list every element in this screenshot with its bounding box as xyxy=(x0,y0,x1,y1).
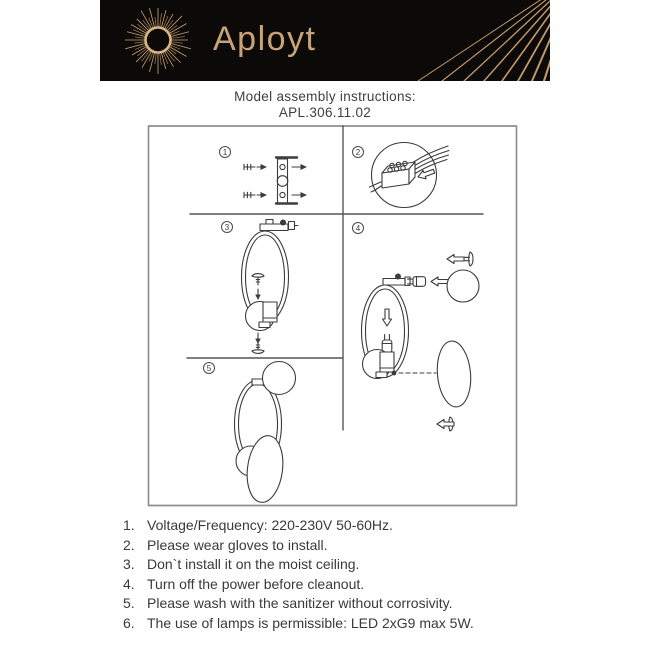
brand-name: Aployt xyxy=(213,20,317,58)
step-1-number: 1 xyxy=(219,146,231,158)
step-3-number: 3 xyxy=(221,221,233,233)
item-number: 3. xyxy=(123,556,135,572)
item-number: 1. xyxy=(123,517,135,533)
banner-art xyxy=(100,0,550,81)
instruction-list xyxy=(123,516,563,633)
step-2-number: 2 xyxy=(352,146,364,158)
item-number: 6. xyxy=(123,614,135,631)
step5-assembled-lamp xyxy=(235,362,296,505)
list-item xyxy=(123,575,563,595)
list-item xyxy=(123,614,563,634)
step1-mounting-bracket xyxy=(244,158,307,204)
list-item xyxy=(123,594,563,614)
item-text: Don`t install it on the moist ceiling. xyxy=(147,556,360,572)
starburst-logo-icon xyxy=(125,8,191,74)
step-4-number: 4 xyxy=(352,222,364,234)
step2-wiring-detail xyxy=(370,143,450,208)
step3-fix-ring xyxy=(242,220,299,354)
item-text: Voltage/Frequency: 220-230V 50-60Hz. xyxy=(147,517,393,533)
list-item xyxy=(123,555,563,575)
diagram-frame xyxy=(149,126,517,506)
item-number: 2. xyxy=(123,536,135,553)
brand-banner xyxy=(100,0,550,81)
model-number: APL.306.11.02 xyxy=(278,105,372,120)
item-text: Please wear gloves to install. xyxy=(147,536,328,553)
title-block xyxy=(100,89,550,121)
step4-install-shades xyxy=(362,252,480,431)
item-text: The use of lamps is permissible: LED 2xG9 max 5W. xyxy=(147,614,474,631)
item-number: 4. xyxy=(123,575,135,592)
item-text: Please wash with the sanitizer without corrosivity. xyxy=(147,595,453,611)
item-number: 5. xyxy=(123,595,135,611)
step-5-number: 5 xyxy=(203,362,215,374)
page-title: Model assembly instructions: xyxy=(234,89,416,104)
item-text: Turn off the power before cleanout. xyxy=(147,575,365,592)
list-item xyxy=(123,536,563,556)
assembly-diagram xyxy=(147,125,518,507)
gold-rays-icon xyxy=(418,0,550,81)
list-item xyxy=(123,516,563,536)
